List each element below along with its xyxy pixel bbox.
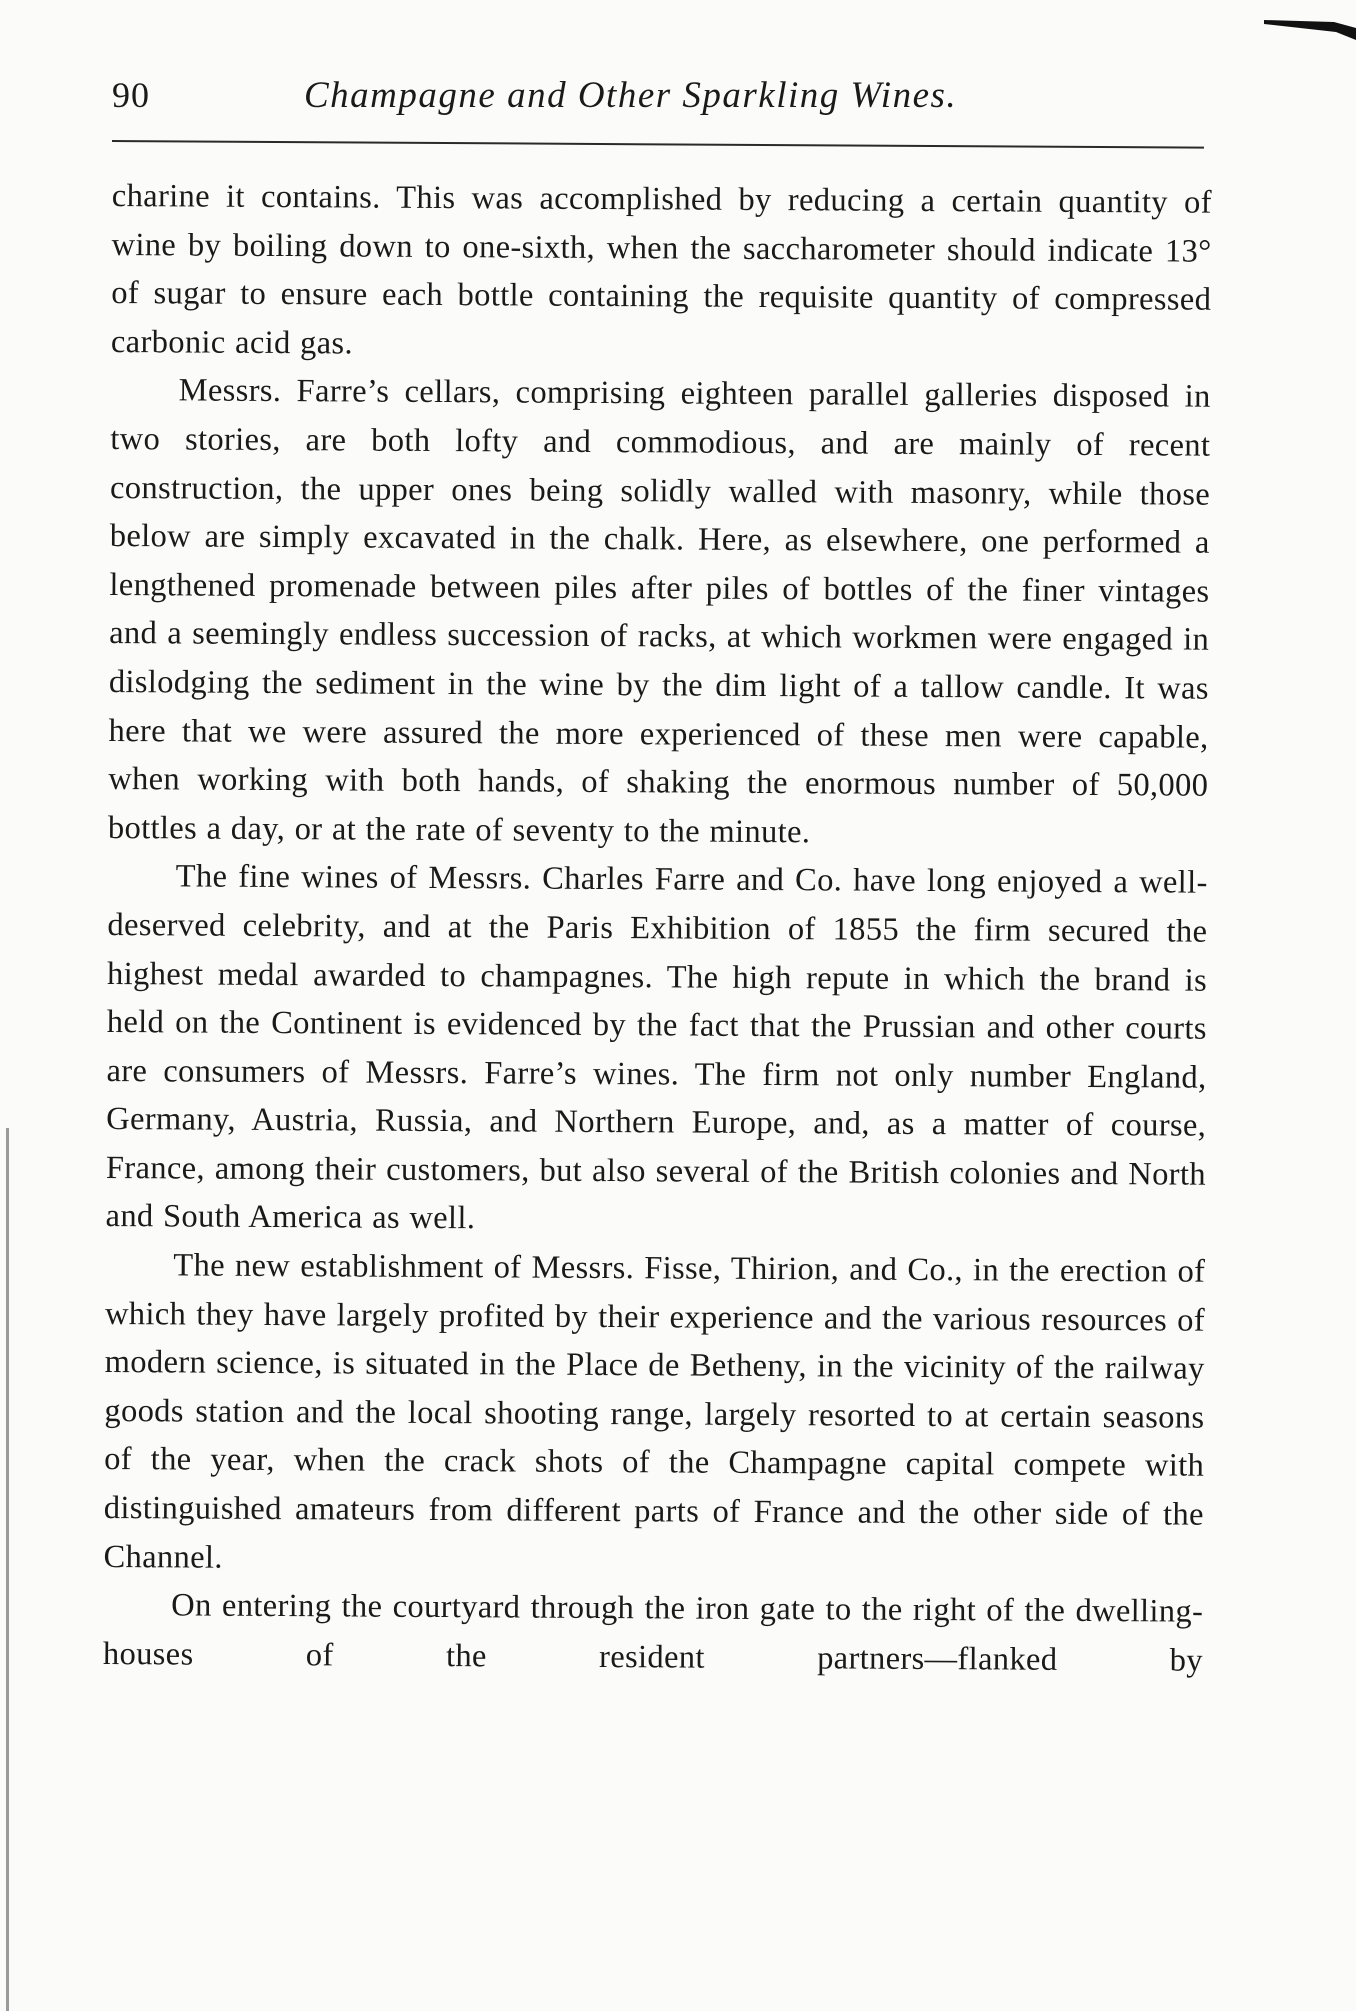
- header-rule: [112, 140, 1204, 149]
- page-number: 90: [112, 75, 150, 115]
- paragraph: Messrs. Farre’s cellars, comprising eighteen parallel galleries disposed in two stories, are both lofty and commodious, and are mainly of recent construction, the upper ones being solidly walled with masonry, while those below are simply excavated in the chalk. Here, as elsewhere, one performed a lengthened promenade between piles after piles of bottles of the finer vintages and a seemingly endless succession of racks, at which workmen were engaged in dislodging the sediment in the wine by the dim light of a tallow candle. It was here that we were assured the more experienced of these men were capable, when working with both hands, of shaking the enormous number of 50,000 bottles a day, or at the rate of seventy to the minute.: [107, 372, 1211, 850]
- body-text: [103, 172, 1212, 1685]
- running-header: [112, 74, 1212, 134]
- paragraph: The new establishment of Messrs. Fisse, Thirion, and Co., in the erection of which they have largely profited by their experience and the various resources of modern science, is situated in the Place de Betheny, in the vicinity of the railway goods station and the local shooting range, largely resorted to at certain seasons of the year, when the crack shots of the Champagne capital compete with distinguished amateurs from different parts of France and the other side of the Channel.: [103, 1247, 1206, 1576]
- running-title: Champagne and Other Sparkling Wines.: [304, 75, 958, 116]
- paragraph: charine it contains. This was accomplished by reducing a certain quantity of wine by boiling down to one-sixth, when the saccharometer should indicate 13° of sugar to ensure each bottle containing the requisite quantity of compressed carbonic acid gas.: [110, 177, 1212, 362]
- paragraph: On entering the courtyard through the iron gate to the right of the dwelling-houses of the resident partners—flanked by: [102, 1587, 1204, 1679]
- paragraph: The fine wines of Messrs. Charles Farre and Co. have long enjoyed a well-deserved celebrity, and at the Paris Exhibition of 1855 the firm secured the highest medal awarded to champagnes. The high repute in which the brand is held on the Continent is evidenced by the fact that the Prussian and other courts are consumers of Messrs. Farre’s wines. The firm not only number England, Germany, Austria, Russia, and Northern Europe, and, as a matter of course, France, among their customers, but also several of the British colonies and North and South America as well.: [105, 858, 1208, 1237]
- binding-edge-line: [6, 1128, 9, 2011]
- page-edge-mark: [1264, 14, 1356, 40]
